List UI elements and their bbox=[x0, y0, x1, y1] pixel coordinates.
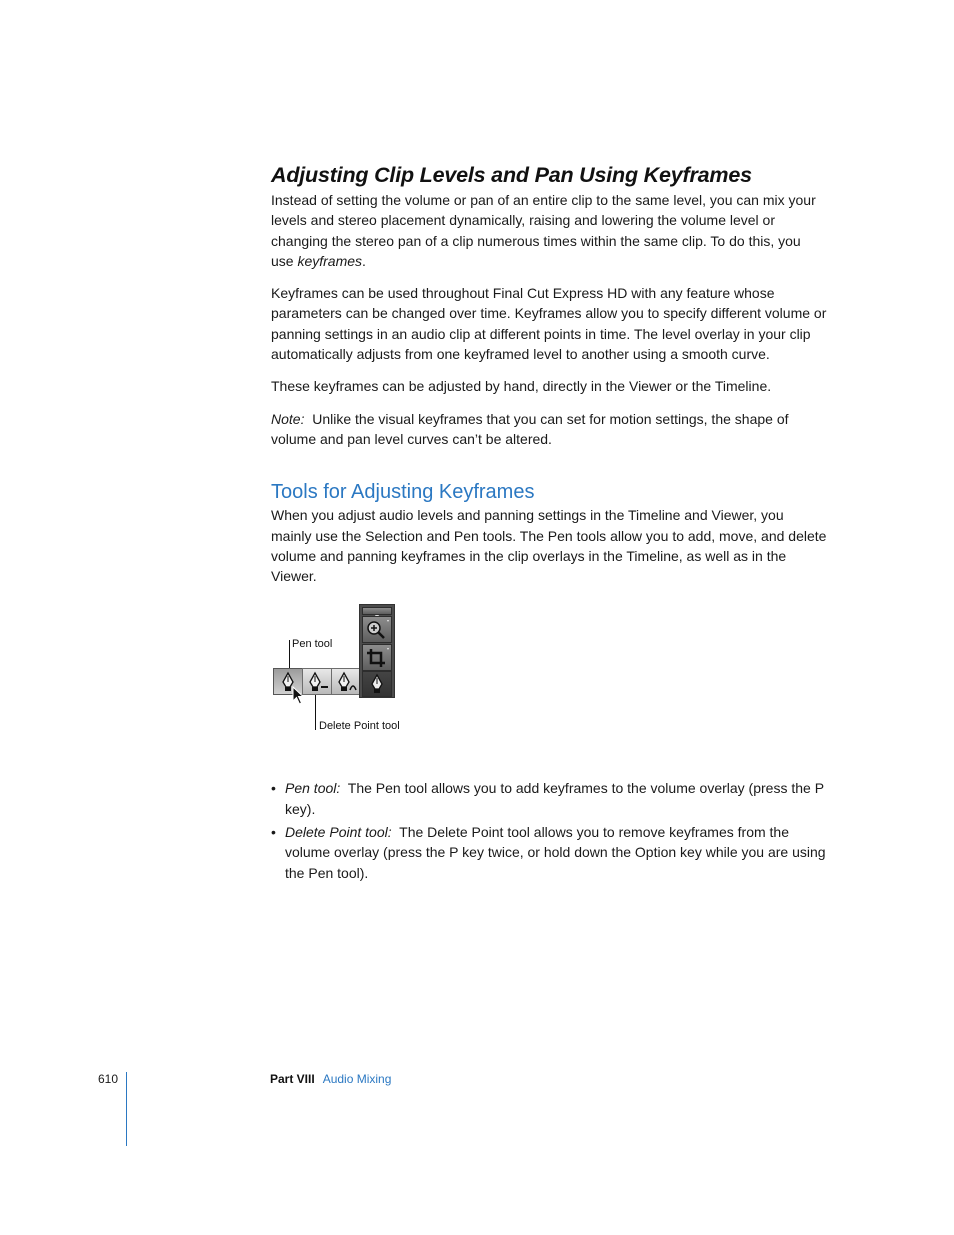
adjust-paragraph: These keyframes can be adjusted by hand, directly in the Viewer or the Timeline. bbox=[271, 378, 772, 395]
footer-part-label: Part VIII bbox=[270, 1072, 315, 1086]
keyframes-paragraph: Keyframes can be used throughout Final Cut Express HD with any feature whose parameters can be changed over time. Keyframes allow you to specify different volume or panning settings in an audio clip at different points in time. The level overlay in your clip automatically adjusts from one keyframed level to another using a smooth curve. bbox=[271, 285, 827, 363]
list-item-term: Pen tool: bbox=[285, 780, 341, 797]
intro-keyword: keyframes bbox=[297, 252, 363, 269]
note-text: Unlike the visual keyframes that you can set for motion settings, the shape of volume and pan level curves can’t be altered. bbox=[271, 410, 789, 447]
intro-paragraph bbox=[271, 190, 827, 271]
subsection-heading: Tools for Adjusting Keyframes bbox=[271, 481, 535, 504]
list-item bbox=[271, 778, 827, 819]
magnifier-plus-icon bbox=[363, 617, 391, 642]
tool-palette-figure bbox=[271, 604, 827, 754]
tool-palette bbox=[359, 604, 395, 698]
callout-delete-point-label: Delete Point tool bbox=[319, 720, 400, 733]
list-item-text: The Delete Point tool allows you to remove keyframes from the volume overlay (press the P key twice, or hold down the Option key while you are using the Pen tool). bbox=[285, 824, 826, 881]
footer-section-title: Audio Mixing bbox=[322, 1072, 392, 1086]
pen-minus-icon bbox=[303, 669, 331, 694]
list-item-text: The Pen tool allows you to add keyframes to the volume overlay (press the P key). bbox=[285, 780, 824, 817]
page-content bbox=[271, 160, 827, 886]
intro-end: . bbox=[362, 252, 366, 269]
footer-section bbox=[270, 1072, 391, 1086]
bullet-dot: • bbox=[271, 780, 276, 797]
callout-delete-point-line bbox=[315, 694, 316, 730]
bullet-dot: • bbox=[271, 824, 276, 841]
footer-rule bbox=[126, 1072, 127, 1146]
palette-top-button[interactable] bbox=[362, 607, 392, 615]
arrow-cursor-icon bbox=[292, 686, 306, 706]
pen-smooth-icon bbox=[332, 669, 360, 694]
tools-paragraph: When you adjust audio levels and panning settings in the Timeline and Viewer, you mainly use the Selection and Pen tools. The Pen tools allow you to add, move, and delete volume and panning keyframes in the clip overlays in the Timeline, as well as in the Viewer. bbox=[271, 507, 827, 585]
intro-text: Instead of setting the volume or pan of an entire clip to the same level, you can mix your levels and stereo placement dynamically, raising and lowering the volume level or changing the stereo pan of a clip numerous times within the same clip. To do this, you use bbox=[271, 192, 816, 269]
list-item-term: Delete Point tool: bbox=[285, 824, 392, 841]
page-number: 610 bbox=[98, 1072, 119, 1086]
note-paragraph bbox=[271, 409, 827, 450]
list-item bbox=[271, 822, 827, 883]
pen-tools-palette-button[interactable] bbox=[362, 671, 392, 697]
tool-description-list bbox=[271, 778, 827, 882]
crop-icon bbox=[363, 645, 391, 670]
section-heading: Adjusting Clip Levels and Pan Using Keyframes bbox=[271, 163, 752, 187]
delete-point-tool-button[interactable] bbox=[302, 668, 332, 695]
crop-tool-button[interactable] bbox=[362, 644, 392, 671]
zoom-tool-button[interactable] bbox=[362, 616, 392, 643]
note-label: Note: bbox=[271, 410, 305, 427]
smooth-point-tool-button[interactable] bbox=[331, 668, 361, 695]
pen-icon bbox=[363, 672, 391, 696]
callout-pen-tool-label: Pen tool bbox=[292, 638, 333, 651]
callout-pen-tool-line bbox=[289, 640, 290, 668]
